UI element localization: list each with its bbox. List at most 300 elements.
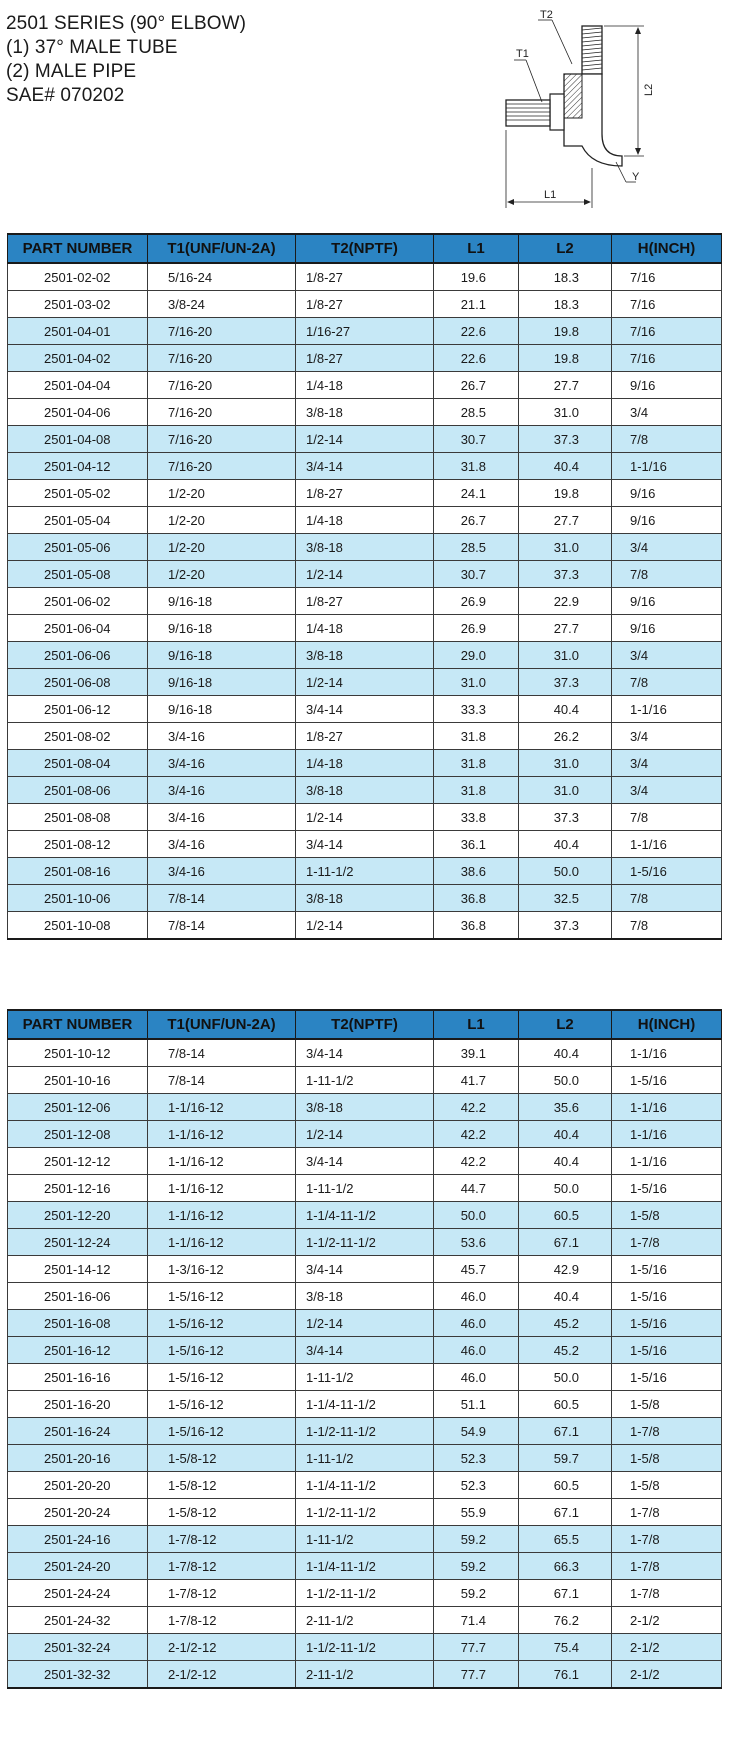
table-cell: 1-1/2-11-1/2	[296, 1418, 434, 1445]
table-cell: 2501-16-20	[8, 1391, 148, 1418]
table-cell: 75.4	[519, 1634, 612, 1661]
table-cell: 1-1/16-12	[148, 1229, 296, 1256]
table-cell: 1-1/16-12	[148, 1094, 296, 1121]
table-cell: 7/8-14	[148, 1039, 296, 1067]
table-cell: 1-1/2-11-1/2	[296, 1634, 434, 1661]
table-cell: 1-5/8	[612, 1472, 722, 1499]
table-cell: 7/8-14	[148, 912, 296, 940]
table-cell: 2501-08-08	[8, 804, 148, 831]
table-cell: 27.7	[519, 615, 612, 642]
table-cell: 2501-05-04	[8, 507, 148, 534]
table-cell: 27.7	[519, 507, 612, 534]
table-row	[8, 1202, 722, 1229]
table-row	[8, 1121, 722, 1148]
table-cell: 3/4-14	[296, 453, 434, 480]
table-cell: 50.0	[519, 858, 612, 885]
table-row	[8, 480, 722, 507]
table-cell: 40.4	[519, 831, 612, 858]
table-cell: 40.4	[519, 453, 612, 480]
table-cell: 1-5/8	[612, 1445, 722, 1472]
t2-label: T2	[540, 9, 553, 21]
table-cell: 1/4-18	[296, 372, 434, 399]
table-cell: 50.0	[519, 1067, 612, 1094]
table-cell: 1/4-18	[296, 615, 434, 642]
elbow-body	[550, 74, 622, 166]
table-cell: 45.2	[519, 1337, 612, 1364]
table-cell: 38.6	[434, 858, 519, 885]
table-row	[8, 588, 722, 615]
table-cell: 2501-06-04	[8, 615, 148, 642]
table-cell: 1/8-27	[296, 345, 434, 372]
table-cell: 1-7/8	[612, 1580, 722, 1607]
table-cell: 31.0	[519, 399, 612, 426]
table-row	[8, 723, 722, 750]
table-cell: 3/4-14	[296, 1039, 434, 1067]
end-1-description: (1) 37° MALE TUBE	[6, 37, 178, 58]
table-cell: 3/4	[612, 399, 722, 426]
table-cell: 2501-04-08	[8, 426, 148, 453]
table-cell: 1-5/8-12	[148, 1445, 296, 1472]
table-cell: 67.1	[519, 1499, 612, 1526]
column-header: PART NUMBER	[8, 234, 148, 263]
table-row	[8, 561, 722, 588]
table-cell: 1-5/16-12	[148, 1364, 296, 1391]
table-row	[8, 1418, 722, 1445]
table-cell: 19.8	[519, 345, 612, 372]
table-cell: 2501-06-02	[8, 588, 148, 615]
table-cell: 31.8	[434, 750, 519, 777]
table-cell: 1/2-14	[296, 1121, 434, 1148]
table-cell: 2501-32-24	[8, 1634, 148, 1661]
t1-label: T1	[516, 48, 529, 60]
table-cell: 1/8-27	[296, 723, 434, 750]
l1-label: L1	[544, 189, 557, 201]
table-cell: 1-1/16	[612, 453, 722, 480]
table-cell: 3/4-14	[296, 1148, 434, 1175]
table-row	[8, 1067, 722, 1094]
table-cell: 1/2-14	[296, 561, 434, 588]
table-row	[8, 507, 722, 534]
table-cell: 1-1/2-11-1/2	[296, 1229, 434, 1256]
table-cell: 1-7/8	[612, 1526, 722, 1553]
column-header: L1	[434, 1010, 519, 1039]
table-cell: 3/4	[612, 723, 722, 750]
table-row	[8, 1607, 722, 1634]
table-cell: 1-5/16	[612, 1337, 722, 1364]
table-cell: 1/8-27	[296, 588, 434, 615]
table-cell: 30.7	[434, 561, 519, 588]
table-cell: 1-5/8	[612, 1202, 722, 1229]
table-cell: 1-7/8	[612, 1553, 722, 1580]
table-cell: 7/16-20	[148, 372, 296, 399]
column-header: T2(NPTF)	[296, 234, 434, 263]
table-cell: 37.3	[519, 426, 612, 453]
table-cell: 9/16-18	[148, 588, 296, 615]
table-cell: 3/4-16	[148, 777, 296, 804]
table-cell: 2501-08-06	[8, 777, 148, 804]
table-row	[8, 804, 722, 831]
table-cell: 2501-24-24	[8, 1580, 148, 1607]
table-cell: 77.7	[434, 1634, 519, 1661]
table-cell: 26.9	[434, 588, 519, 615]
table-cell: 1/8-27	[296, 480, 434, 507]
table-header-row	[8, 234, 722, 263]
table-cell: 22.9	[519, 588, 612, 615]
table-cell: 1-1/16-12	[148, 1175, 296, 1202]
table-cell: 7/8	[612, 669, 722, 696]
table-cell: 1/4-18	[296, 507, 434, 534]
table-cell: 31.0	[519, 777, 612, 804]
table-cell: 40.4	[519, 1148, 612, 1175]
table-cell: 2501-05-08	[8, 561, 148, 588]
table-cell: 37.3	[519, 669, 612, 696]
table-cell: 3/8-18	[296, 534, 434, 561]
table-cell: 1/2-20	[148, 534, 296, 561]
table-cell: 2501-10-08	[8, 912, 148, 940]
table-cell: 2-1/2-12	[148, 1634, 296, 1661]
table-cell: 26.7	[434, 507, 519, 534]
table-cell: 1-1/16-12	[148, 1202, 296, 1229]
table-cell: 1-1/16	[612, 1094, 722, 1121]
table-cell: 1/2-20	[148, 561, 296, 588]
table-cell: 42.2	[434, 1148, 519, 1175]
table-cell: 59.2	[434, 1553, 519, 1580]
table-cell: 46.0	[434, 1337, 519, 1364]
table-cell: 7/8	[612, 804, 722, 831]
table-cell: 31.8	[434, 777, 519, 804]
table-cell: 2501-16-16	[8, 1364, 148, 1391]
table-cell: 2-11-1/2	[296, 1607, 434, 1634]
table-cell: 19.8	[519, 318, 612, 345]
table-cell: 59.2	[434, 1580, 519, 1607]
table-cell: 66.3	[519, 1553, 612, 1580]
sae-number: SAE# 070202	[6, 85, 125, 106]
table-row	[8, 426, 722, 453]
table-cell: 3/4-14	[296, 831, 434, 858]
table-cell: 31.8	[434, 453, 519, 480]
series-title: 2501 SERIES (90° ELBOW)	[6, 13, 247, 34]
table-cell: 2501-24-20	[8, 1553, 148, 1580]
table-cell: 2501-08-02	[8, 723, 148, 750]
table-row	[8, 1580, 722, 1607]
table-cell: 18.3	[519, 263, 612, 291]
table-cell: 1/16-27	[296, 318, 434, 345]
table-cell: 18.3	[519, 291, 612, 318]
table-cell: 29.0	[434, 642, 519, 669]
table-cell: 1-1/16	[612, 831, 722, 858]
table-row	[8, 1661, 722, 1689]
table-row	[8, 318, 722, 345]
table-cell: 2501-16-24	[8, 1418, 148, 1445]
column-header: L2	[519, 1010, 612, 1039]
table-cell: 41.7	[434, 1067, 519, 1094]
elbow-fitting-diagram	[516, 6, 726, 228]
table-row	[8, 1256, 722, 1283]
l2-label: L2	[643, 83, 655, 96]
table-cell: 2501-08-04	[8, 750, 148, 777]
table-cell: 2501-24-32	[8, 1607, 148, 1634]
table-cell: 1/2-14	[296, 912, 434, 940]
table-cell: 3/4-16	[148, 858, 296, 885]
table-cell: 2501-12-12	[8, 1148, 148, 1175]
table-cell: 1/2-14	[296, 426, 434, 453]
table-cell: 19.6	[434, 263, 519, 291]
table-cell: 2501-04-02	[8, 345, 148, 372]
table-row	[8, 1364, 722, 1391]
table-cell: 2501-08-12	[8, 831, 148, 858]
table-cell: 9/16	[612, 615, 722, 642]
table-cell: 7/8-14	[148, 885, 296, 912]
table-cell: 2-1/2	[612, 1607, 722, 1634]
table-cell: 1-3/16-12	[148, 1256, 296, 1283]
table-cell: 3/8-18	[296, 399, 434, 426]
table-cell: 1-11-1/2	[296, 1445, 434, 1472]
table-cell: 46.0	[434, 1364, 519, 1391]
table-cell: 1/2-14	[296, 669, 434, 696]
dimension-table-2	[7, 1009, 722, 1689]
table-cell: 1-1/16	[612, 1148, 722, 1175]
table-cell: 3/8-18	[296, 1094, 434, 1121]
table-cell: 1-5/16	[612, 858, 722, 885]
table-cell: 2501-32-32	[8, 1661, 148, 1689]
table-cell: 1-1/16	[612, 696, 722, 723]
table-cell: 1-7/8-12	[148, 1526, 296, 1553]
table-cell: 2501-16-12	[8, 1337, 148, 1364]
table-cell: 2501-12-20	[8, 1202, 148, 1229]
table-row	[8, 1283, 722, 1310]
table-cell: 1-7/8	[612, 1499, 722, 1526]
table-cell: 1/8-27	[296, 291, 434, 318]
table-cell: 7/8-14	[148, 1067, 296, 1094]
table-cell: 7/8	[612, 561, 722, 588]
table-cell: 1-1/4-11-1/2	[296, 1202, 434, 1229]
table-cell: 2501-20-24	[8, 1499, 148, 1526]
table-cell: 2501-06-08	[8, 669, 148, 696]
table-row	[8, 534, 722, 561]
table-row	[8, 1039, 722, 1067]
table-cell: 2501-05-02	[8, 480, 148, 507]
table-cell: 42.2	[434, 1121, 519, 1148]
table-row	[8, 750, 722, 777]
table-cell: 3/8-18	[296, 885, 434, 912]
table-cell: 40.4	[519, 1039, 612, 1067]
table-row	[8, 1553, 722, 1580]
table-cell: 7/8	[612, 885, 722, 912]
table-cell: 1/2-20	[148, 480, 296, 507]
table-cell: 52.3	[434, 1472, 519, 1499]
table-row	[8, 1148, 722, 1175]
table-cell: 1-5/8-12	[148, 1472, 296, 1499]
y-label: Y	[632, 171, 640, 183]
table-cell: 1-1/16-12	[148, 1148, 296, 1175]
table-row	[8, 291, 722, 318]
table-cell: 2501-10-12	[8, 1039, 148, 1067]
table-cell: 2501-05-06	[8, 534, 148, 561]
table-cell: 36.8	[434, 912, 519, 940]
table-cell: 1/4-18	[296, 750, 434, 777]
table-cell: 36.1	[434, 831, 519, 858]
table-cell: 1-7/8-12	[148, 1607, 296, 1634]
table-row	[8, 1094, 722, 1121]
table-cell: 7/16	[612, 291, 722, 318]
table-cell: 31.0	[519, 534, 612, 561]
series-header	[6, 12, 466, 108]
table-cell: 7/16-20	[148, 453, 296, 480]
table-cell: 67.1	[519, 1418, 612, 1445]
table-cell: 50.0	[519, 1364, 612, 1391]
table-cell: 1-5/16-12	[148, 1283, 296, 1310]
table-cell: 2-1/2	[612, 1634, 722, 1661]
table-cell: 31.0	[434, 669, 519, 696]
table-cell: 9/16	[612, 588, 722, 615]
column-header: T1(UNF/UN-2A)	[148, 234, 296, 263]
table-cell: 1-5/16	[612, 1310, 722, 1337]
table-row	[8, 669, 722, 696]
table-row	[8, 1472, 722, 1499]
table-row	[8, 263, 722, 291]
end-2-description: (2) MALE PIPE	[6, 61, 137, 82]
table-cell: 7/16	[612, 318, 722, 345]
pipe-thread-end	[582, 26, 602, 74]
table-cell: 3/4-14	[296, 696, 434, 723]
table-cell: 1-1/16-12	[148, 1121, 296, 1148]
table-cell: 3/8-18	[296, 642, 434, 669]
column-header: T2(NPTF)	[296, 1010, 434, 1039]
table-cell: 1-1/16	[612, 1039, 722, 1067]
table-cell: 26.7	[434, 372, 519, 399]
table-cell: 7/16	[612, 345, 722, 372]
table-cell: 54.9	[434, 1418, 519, 1445]
table-cell: 40.4	[519, 1283, 612, 1310]
table-cell: 1-11-1/2	[296, 1526, 434, 1553]
table-cell: 22.6	[434, 318, 519, 345]
table-cell: 2501-06-12	[8, 696, 148, 723]
table-row	[8, 1634, 722, 1661]
table-cell: 26.2	[519, 723, 612, 750]
table-cell: 1-7/8	[612, 1418, 722, 1445]
table-cell: 9/16	[612, 507, 722, 534]
column-header: L2	[519, 234, 612, 263]
table-cell: 2501-04-01	[8, 318, 148, 345]
table-cell: 42.9	[519, 1256, 612, 1283]
dimension-table-1	[7, 233, 722, 940]
table-cell: 1/2-14	[296, 1310, 434, 1337]
table-cell: 2501-14-12	[8, 1256, 148, 1283]
table-cell: 32.5	[519, 885, 612, 912]
table-cell: 7/16-20	[148, 345, 296, 372]
table-cell: 1/2-14	[296, 804, 434, 831]
table-cell: 67.1	[519, 1580, 612, 1607]
table-cell: 19.8	[519, 480, 612, 507]
table-cell: 24.1	[434, 480, 519, 507]
table-cell: 33.3	[434, 696, 519, 723]
table-cell: 1-7/8-12	[148, 1553, 296, 1580]
column-header: H(INCH)	[612, 234, 722, 263]
table-cell: 9/16	[612, 480, 722, 507]
table-cell: 3/4-14	[296, 1337, 434, 1364]
table-cell: 60.5	[519, 1472, 612, 1499]
table-cell: 7/16	[612, 263, 722, 291]
table-cell: 59.2	[434, 1526, 519, 1553]
table-cell: 1-11-1/2	[296, 1067, 434, 1094]
table-cell: 2501-10-16	[8, 1067, 148, 1094]
table-cell: 7/16-20	[148, 399, 296, 426]
table-row	[8, 399, 722, 426]
table-cell: 1-5/16	[612, 1364, 722, 1391]
table-cell: 3/4-14	[296, 1256, 434, 1283]
table-cell: 51.1	[434, 1391, 519, 1418]
table-cell: 5/16-24	[148, 263, 296, 291]
table-cell: 1-5/16-12	[148, 1337, 296, 1364]
table-cell: 2501-12-08	[8, 1121, 148, 1148]
table-cell: 1-5/16-12	[148, 1391, 296, 1418]
table-cell: 1-5/16	[612, 1175, 722, 1202]
table-cell: 52.3	[434, 1445, 519, 1472]
table-cell: 21.1	[434, 291, 519, 318]
table-cell: 9/16-18	[148, 615, 296, 642]
table-cell: 1-11-1/2	[296, 1175, 434, 1202]
table-cell: 27.7	[519, 372, 612, 399]
table-row	[8, 615, 722, 642]
table-cell: 3/4	[612, 642, 722, 669]
table-cell: 1-1/4-11-1/2	[296, 1553, 434, 1580]
table-cell: 7/16-20	[148, 318, 296, 345]
table-cell: 1/2-20	[148, 507, 296, 534]
table-cell: 1-1/16	[612, 1121, 722, 1148]
table-cell: 2501-24-16	[8, 1526, 148, 1553]
table-row	[8, 777, 722, 804]
table-cell: 2501-16-06	[8, 1283, 148, 1310]
table-cell: 45.7	[434, 1256, 519, 1283]
table-row	[8, 912, 722, 940]
table-cell: 44.7	[434, 1175, 519, 1202]
table-cell: 1-1/2-11-1/2	[296, 1580, 434, 1607]
table-cell: 1-1/2-11-1/2	[296, 1499, 434, 1526]
table-cell: 2-1/2	[612, 1661, 722, 1689]
table-row	[8, 696, 722, 723]
table-cell: 3/4	[612, 534, 722, 561]
tube-thread-end	[506, 100, 550, 126]
table-cell: 2501-04-04	[8, 372, 148, 399]
table-cell: 46.0	[434, 1310, 519, 1337]
table-row	[8, 1229, 722, 1256]
table-cell: 9/16-18	[148, 669, 296, 696]
table-row	[8, 1499, 722, 1526]
table-cell: 42.2	[434, 1094, 519, 1121]
table-cell: 3/4-16	[148, 804, 296, 831]
table-cell: 2501-04-06	[8, 399, 148, 426]
table-cell: 2501-16-08	[8, 1310, 148, 1337]
table-cell: 31.0	[519, 750, 612, 777]
table-cell: 26.9	[434, 615, 519, 642]
table-row	[8, 858, 722, 885]
table-cell: 2-1/2-12	[148, 1661, 296, 1689]
table-cell: 2-11-1/2	[296, 1661, 434, 1689]
table-cell: 2501-02-02	[8, 263, 148, 291]
table-cell: 2501-10-06	[8, 885, 148, 912]
table-row	[8, 1445, 722, 1472]
table-cell: 40.4	[519, 696, 612, 723]
table-cell: 37.3	[519, 804, 612, 831]
table-cell: 67.1	[519, 1229, 612, 1256]
table-row	[8, 642, 722, 669]
table-cell: 3/8-18	[296, 777, 434, 804]
table-cell: 2501-08-16	[8, 858, 148, 885]
table-row	[8, 1526, 722, 1553]
table-cell: 2501-12-24	[8, 1229, 148, 1256]
table-cell: 2501-03-02	[8, 291, 148, 318]
table-row	[8, 885, 722, 912]
